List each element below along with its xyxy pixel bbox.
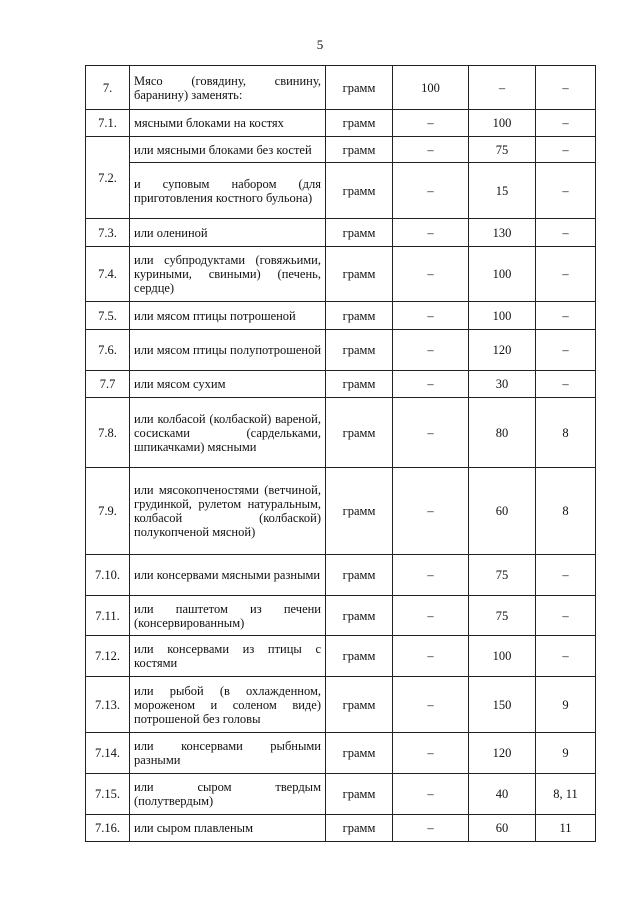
row-number: 7.16. bbox=[86, 815, 130, 842]
table-row bbox=[86, 636, 596, 677]
value-col3: – bbox=[536, 247, 596, 302]
value-col2: 60 bbox=[469, 815, 536, 842]
row-number: 7.14. bbox=[86, 733, 130, 774]
table-row bbox=[86, 733, 596, 774]
product-name: или субпродуктами (говяжьими, куриными, свиными) (печень, сердце) bbox=[130, 247, 326, 302]
value-col3: – bbox=[536, 330, 596, 371]
value-col1: – bbox=[393, 468, 469, 555]
value-col1: – bbox=[393, 555, 469, 596]
product-name: или сыром твердым (полутвердым) bbox=[130, 774, 326, 815]
value-col1: – bbox=[393, 371, 469, 398]
product-name: или колбасой (колбаской) вареной, сосисками (сардельками, шпикачками) мясными bbox=[130, 398, 326, 468]
product-name: или сыром плавленым bbox=[130, 815, 326, 842]
product-name: или консервами мясными разными bbox=[130, 555, 326, 596]
value-col2: 130 bbox=[469, 219, 536, 247]
value-col2: – bbox=[469, 66, 536, 110]
value-col1: – bbox=[393, 636, 469, 677]
product-name: или мясом птицы полупотрошеной bbox=[130, 330, 326, 371]
unit: грамм bbox=[326, 774, 393, 815]
unit: грамм bbox=[326, 371, 393, 398]
product-name: или паштетом из печени (консервированным) bbox=[130, 596, 326, 636]
value-col1: – bbox=[393, 398, 469, 468]
value-col3: – bbox=[536, 66, 596, 110]
unit: грамм bbox=[326, 677, 393, 733]
row-number: 7.9. bbox=[86, 468, 130, 555]
row-number: 7.8. bbox=[86, 398, 130, 468]
value-col2: 80 bbox=[469, 398, 536, 468]
product-name: и суповым набором (для приготовления костного бульона) bbox=[130, 163, 326, 219]
value-col2: 75 bbox=[469, 555, 536, 596]
value-col2: 100 bbox=[469, 110, 536, 137]
row-number: 7.5. bbox=[86, 302, 130, 330]
value-col1: – bbox=[393, 110, 469, 137]
product-name: мясными блоками на костях bbox=[130, 110, 326, 137]
row-number: 7.10. bbox=[86, 555, 130, 596]
value-col3: – bbox=[536, 555, 596, 596]
table-row bbox=[86, 163, 596, 219]
product-name: или мясными блоками без костей bbox=[130, 137, 326, 163]
unit: грамм bbox=[326, 468, 393, 555]
unit: грамм bbox=[326, 596, 393, 636]
product-name: или мясокопченостями (ветчиной, грудинкой, рулетом натуральным, колбасой (колбаской) полукопченой мясной) bbox=[130, 468, 326, 555]
value-col3: – bbox=[536, 137, 596, 163]
unit: грамм bbox=[326, 733, 393, 774]
value-col2: 100 bbox=[469, 247, 536, 302]
unit: грамм bbox=[326, 815, 393, 842]
page-number: 5 bbox=[316, 37, 324, 52]
table-row bbox=[86, 596, 596, 636]
norms-table bbox=[85, 65, 596, 842]
unit: грамм bbox=[326, 110, 393, 137]
product-name: или консервами из птицы с костями bbox=[130, 636, 326, 677]
value-col3: – bbox=[536, 371, 596, 398]
product-name: или мясом сухим bbox=[130, 371, 326, 398]
product-name: или олениной bbox=[130, 219, 326, 247]
table-row bbox=[86, 66, 596, 110]
value-col2: 100 bbox=[469, 302, 536, 330]
unit: грамм bbox=[326, 219, 393, 247]
value-col2: 15 bbox=[469, 163, 536, 219]
value-col1: – bbox=[393, 815, 469, 842]
product-name: или рыбой (в охлажденном, мороженом и соленом виде) потрошеной без головы bbox=[130, 677, 326, 733]
value-col3: – bbox=[536, 302, 596, 330]
table-row bbox=[86, 247, 596, 302]
unit: грамм bbox=[326, 137, 393, 163]
value-col3: 11 bbox=[536, 815, 596, 842]
value-col3: 9 bbox=[536, 677, 596, 733]
row-number: 7.15. bbox=[86, 774, 130, 815]
table-row bbox=[86, 555, 596, 596]
value-col1: – bbox=[393, 677, 469, 733]
value-col1: – bbox=[393, 163, 469, 219]
value-col3: – bbox=[536, 110, 596, 137]
unit: грамм bbox=[326, 330, 393, 371]
value-col3: – bbox=[536, 219, 596, 247]
value-col1: – bbox=[393, 596, 469, 636]
value-col1: – bbox=[393, 219, 469, 247]
unit: грамм bbox=[326, 66, 393, 110]
value-col3: 8, 11 bbox=[536, 774, 596, 815]
value-col1: – bbox=[393, 733, 469, 774]
table-row bbox=[86, 302, 596, 330]
row-number: 7.2. bbox=[86, 137, 130, 219]
value-col2: 30 bbox=[469, 371, 536, 398]
value-col3: 8 bbox=[536, 468, 596, 555]
row-number: 7.4. bbox=[86, 247, 130, 302]
value-col2: 120 bbox=[469, 330, 536, 371]
table-row bbox=[86, 677, 596, 733]
row-number: 7.13. bbox=[86, 677, 130, 733]
value-col3: – bbox=[536, 636, 596, 677]
value-col2: 75 bbox=[469, 596, 536, 636]
table-row bbox=[86, 110, 596, 137]
value-col1: – bbox=[393, 247, 469, 302]
table-row bbox=[86, 330, 596, 371]
row-number: 7.12. bbox=[86, 636, 130, 677]
value-col1: – bbox=[393, 330, 469, 371]
value-col1: 100 bbox=[393, 66, 469, 110]
product-name: Мясо (говядину, свинину, баранину) заменять: bbox=[130, 66, 326, 110]
unit: грамм bbox=[326, 398, 393, 468]
unit: грамм bbox=[326, 302, 393, 330]
value-col3: – bbox=[536, 163, 596, 219]
table-row bbox=[86, 398, 596, 468]
table-row bbox=[86, 137, 596, 163]
product-name: или мясом птицы потрошеной bbox=[130, 302, 326, 330]
unit: грамм bbox=[326, 555, 393, 596]
table-row bbox=[86, 774, 596, 815]
value-col2: 150 bbox=[469, 677, 536, 733]
value-col1: – bbox=[393, 137, 469, 163]
value-col2: 120 bbox=[469, 733, 536, 774]
row-number: 7.3. bbox=[86, 219, 130, 247]
table-row bbox=[86, 371, 596, 398]
value-col1: – bbox=[393, 774, 469, 815]
value-col2: 40 bbox=[469, 774, 536, 815]
product-name: или консервами рыбными разными bbox=[130, 733, 326, 774]
value-col3: – bbox=[536, 596, 596, 636]
value-col2: 100 bbox=[469, 636, 536, 677]
value-col3: 9 bbox=[536, 733, 596, 774]
value-col2: 75 bbox=[469, 137, 536, 163]
row-number: 7.6. bbox=[86, 330, 130, 371]
table-row bbox=[86, 219, 596, 247]
unit: грамм bbox=[326, 247, 393, 302]
table-row bbox=[86, 815, 596, 842]
row-number: 7.7 bbox=[86, 371, 130, 398]
unit: грамм bbox=[326, 636, 393, 677]
row-number: 7. bbox=[86, 66, 130, 110]
row-number: 7.11. bbox=[86, 596, 130, 636]
table-row bbox=[86, 468, 596, 555]
value-col2: 60 bbox=[469, 468, 536, 555]
unit: грамм bbox=[326, 163, 393, 219]
row-number: 7.1. bbox=[86, 110, 130, 137]
value-col3: 8 bbox=[536, 398, 596, 468]
value-col1: – bbox=[393, 302, 469, 330]
